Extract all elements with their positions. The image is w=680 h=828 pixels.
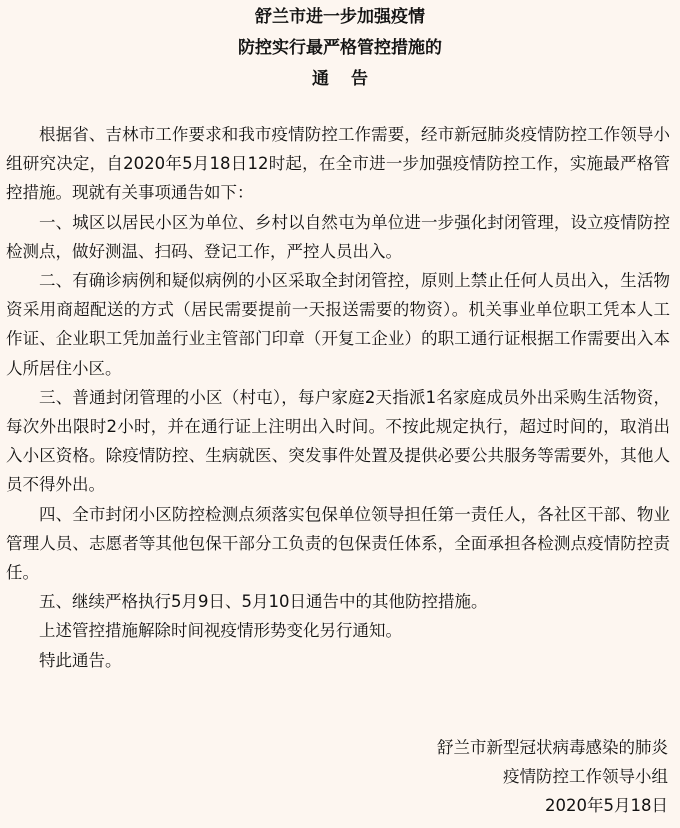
paragraph-item-1: 一、城区以居民小区为单位、乡村以自然屯为单位进一步强化封闭管理，设立疫情防控检测点，做好测温、扫码、登记工作，严控人员出入。 [6, 212, 670, 261]
issue-date: 2020年5月18日 [545, 796, 668, 815]
title-line-1: 舒兰市进一步加强疫情 [255, 7, 425, 27]
title-line-2: 防控实行最严格管控措施的 [238, 38, 442, 58]
notice-title [0, 2, 680, 95]
paragraph-item-4: 四、全市封闭小区防控检测点须落实包保单位领导担任第一责任人，各社区干部、物业管理人员、志愿者等其他包保干部分工负责的包保责任体系，全面承担各检测点疫情防控责任。 [6, 504, 670, 583]
paragraph-item-5: 五、继续严格执行5月9日、5月10日通告中的其他防控措施。 [39, 592, 488, 612]
paragraph-item-3: 三、普通封闭管理的小区（村屯），每户家庭2天指派1名家庭成员外出采购生活物资，每次外出限时2小时，并在通行证上注明出入时间。不按此规定执行，超过时间的，取消出入小区资格。除疫情防控、生病就医、突发事件处置及提供必要公共服务等需要外，其他人员不得外出。 [6, 387, 670, 495]
notice-body [6, 120, 670, 675]
paragraph-closing: 特此通告。 [39, 650, 122, 670]
paragraph-intro: 根据省、吉林市工作要求和我市疫情防控工作需要，经市新冠肺炎疫情防控工作领导小组研究决定，自2020年5月18日12时起，在全市进一步加强疫情防控工作，实施最严格管控措施。现就有关事项通告如下： [6, 125, 670, 203]
signature-block [437, 733, 668, 820]
paragraph-lifting-note: 上述管控措施解除时间视疫情形势变化另行通知。 [39, 621, 402, 641]
issuer-line-1: 舒兰市新型冠状病毒感染的肺炎 [437, 738, 668, 757]
title-line-3: 通告 [312, 69, 390, 89]
issuer-line-2: 疫情防控工作领导小组 [503, 767, 668, 786]
paragraph-item-2: 二、有确诊病例和疑似病例的小区采取全封闭管控，原则上禁止任何人员出入，生活物资采用商超配送的方式（居民需要提前一天报送需要的物资）。机关事业单位职工凭本人工作证、企业职工凭加盖行业主管部门印章（开复工企业）的职工通行证根据工作需要出入本人所居住小区。 [6, 271, 670, 378]
